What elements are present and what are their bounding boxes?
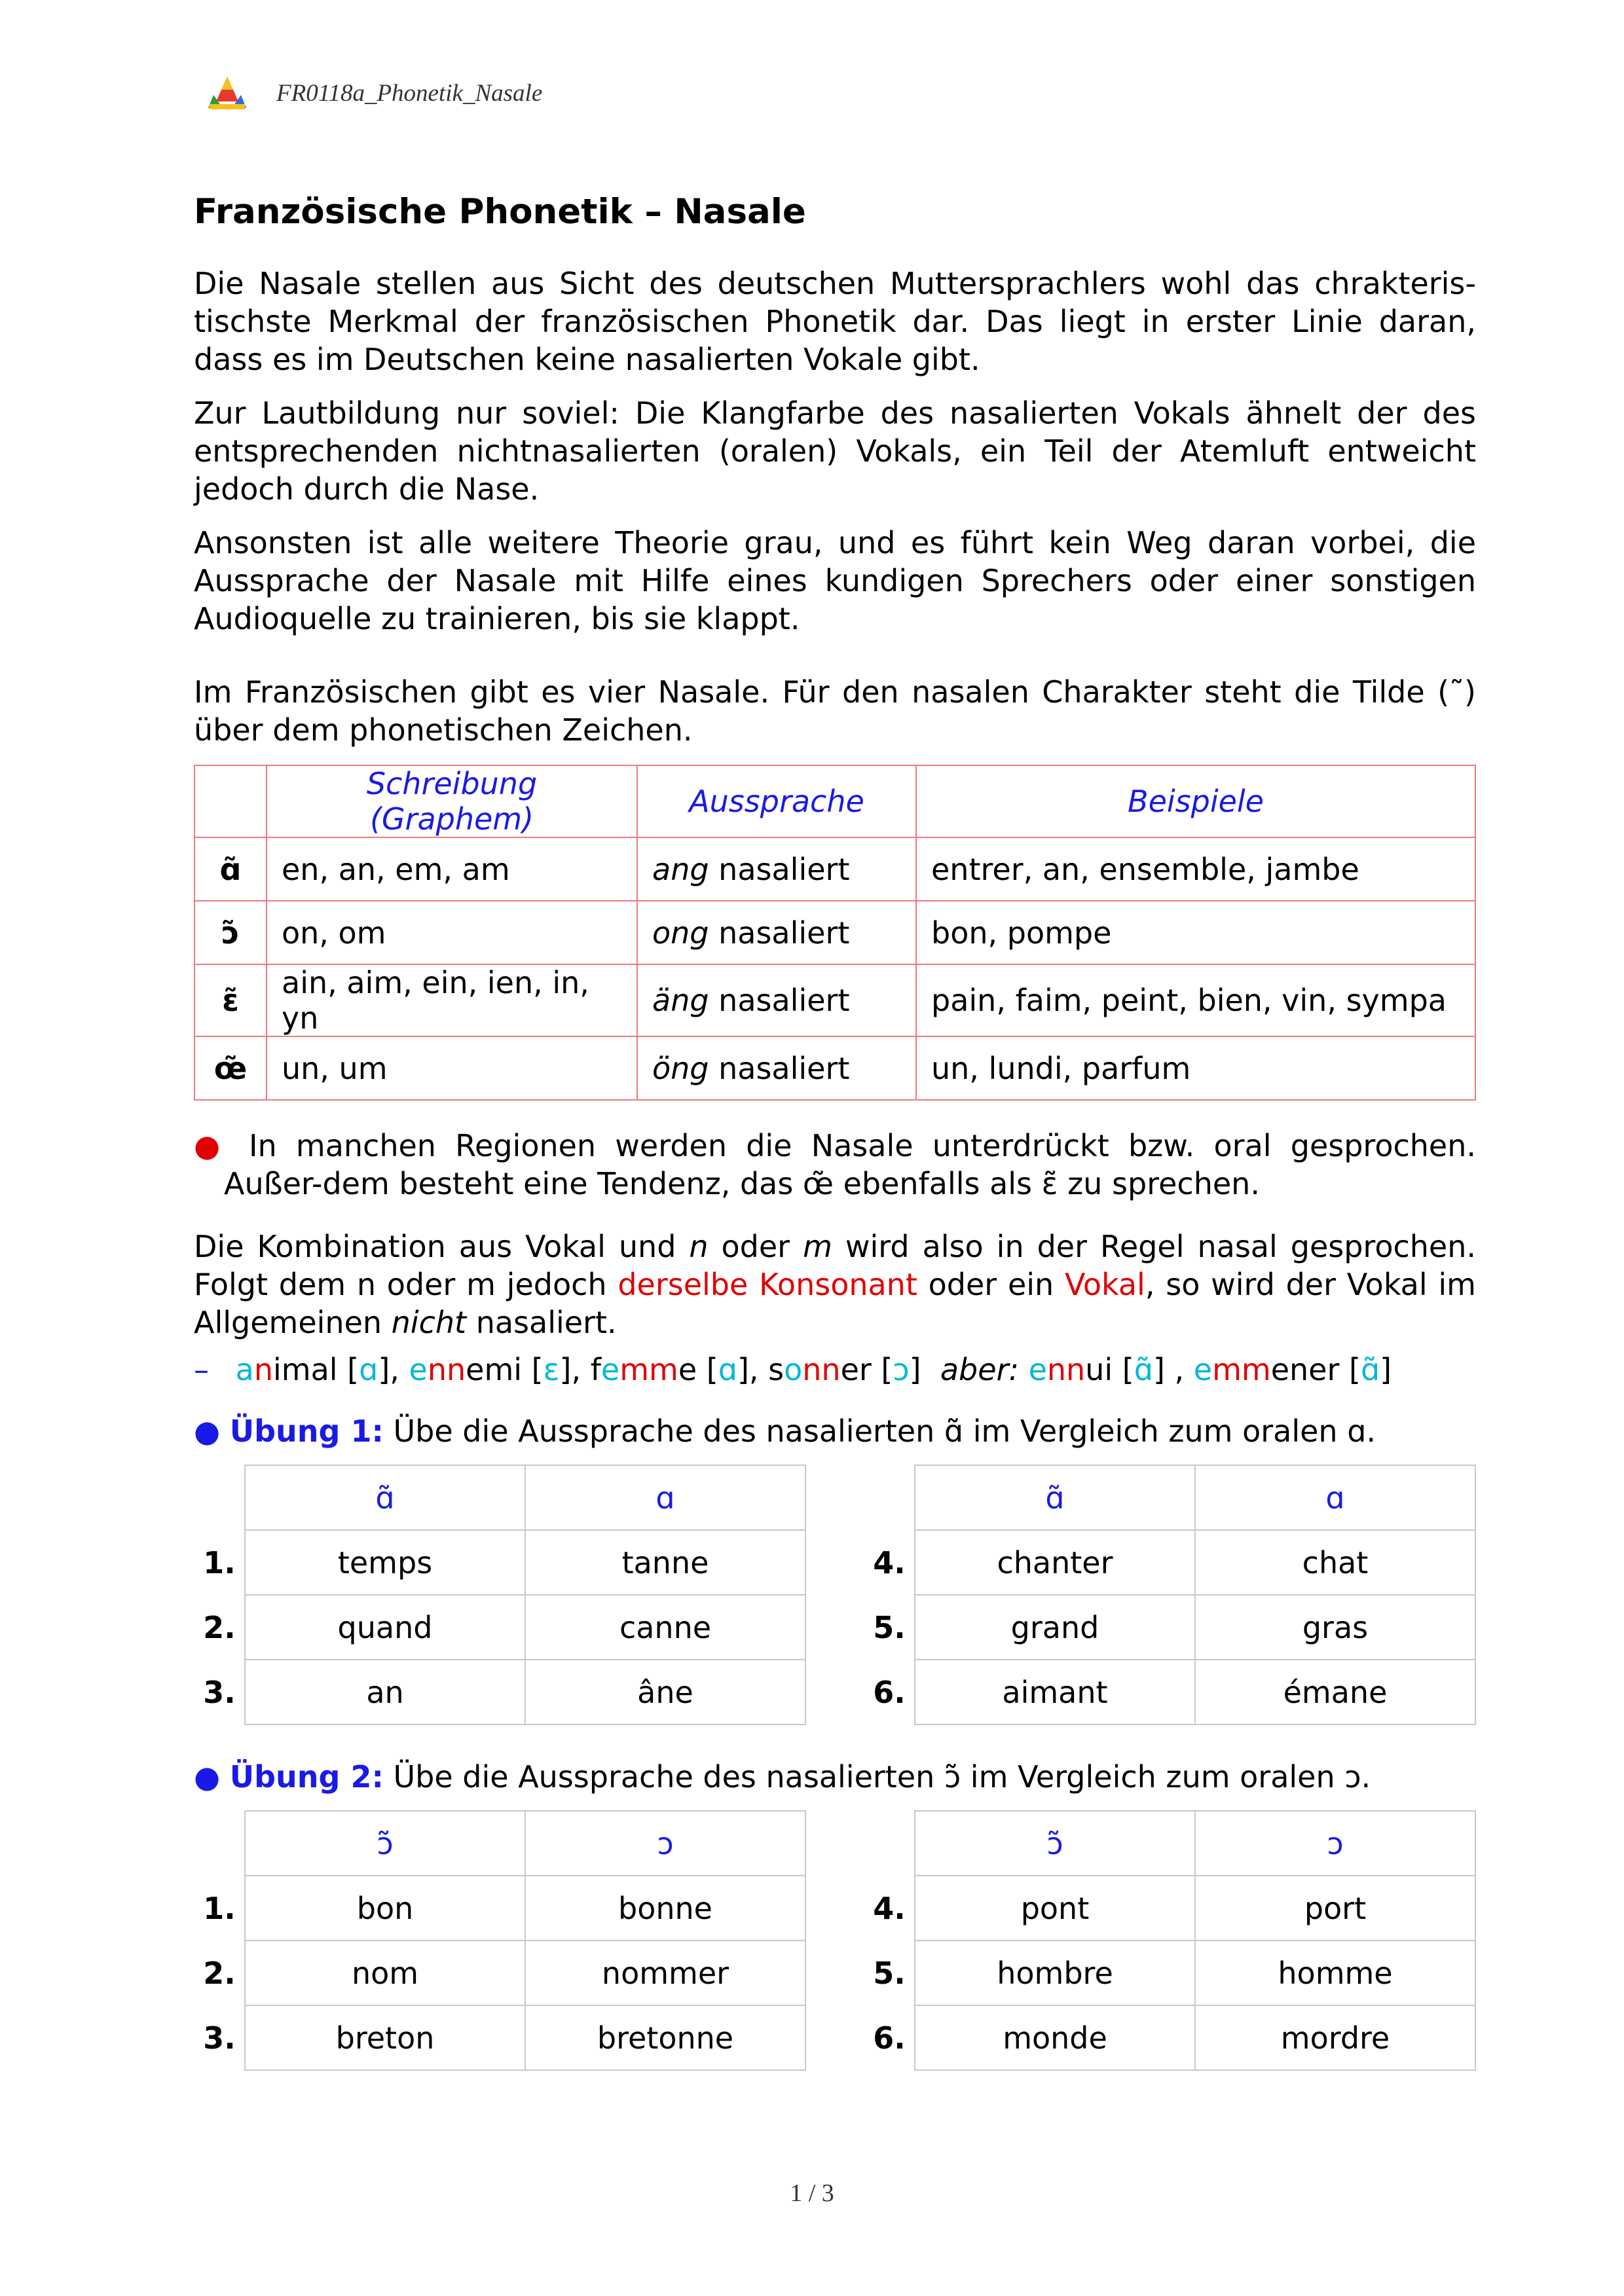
table-row: [864, 1595, 1475, 1660]
nasal-word: breton: [245, 2005, 525, 2070]
regional-note: [194, 1127, 1476, 1203]
row-number: 2.: [203, 1955, 236, 1991]
example-emmener: emmener [ɑ̃]: [1193, 1352, 1392, 1387]
row-number: 5.: [873, 1955, 906, 1991]
aussprache-text: nasaliert: [709, 983, 850, 1018]
exercise1-label: Übung 1:: [229, 1413, 384, 1449]
aussprache-italic: öng: [652, 1050, 709, 1086]
oral-word: bretonne: [525, 2005, 805, 2070]
exercise2-table-right: [864, 1810, 1476, 2071]
text-segment: oder ein: [917, 1267, 1065, 1302]
oral-word: nommer: [525, 1941, 805, 2005]
nasal-word: an: [245, 1660, 525, 1724]
row-number: 6.: [873, 1674, 906, 1710]
nasal-word: nom: [245, 1941, 525, 2005]
table-row: [194, 1660, 805, 1724]
oral-word: tanne: [525, 1530, 805, 1595]
highlight-vowel: Vokal: [1065, 1267, 1145, 1302]
table-row: [194, 2005, 805, 2070]
theory-paragraph: Ansonsten ist alle weitere Theorie grau, und es führt kein Weg daran vorbei, die Aussprache der Nasale mit Hilfe eines kundigen Sprechers oder einer sonstigen Audioquelle zu trainieren, bis sie klappt.: [194, 525, 1476, 636]
example-animal: animal [ɑ],: [235, 1352, 409, 1387]
table-row: [864, 1660, 1475, 1724]
table-header-row: [864, 1811, 1475, 1876]
combination-paragraph: [194, 1228, 1476, 1341]
example-femme: femme [ɑ],: [590, 1352, 769, 1387]
dash-icon: –: [194, 1352, 209, 1387]
document-body: [194, 186, 1476, 2104]
aussprache-italic: ang: [652, 851, 709, 887]
document-filename: FR0118a_Phonetik_Nasale: [276, 79, 543, 107]
oral-word: chat: [1195, 1530, 1475, 1595]
graphem-cell: un, um: [267, 1036, 637, 1100]
table-row: [194, 1530, 805, 1595]
nasal-word: temps: [245, 1530, 525, 1595]
table-row: [194, 1941, 805, 2005]
nasal-vowels-table: [194, 765, 1476, 1101]
logo-icon: [207, 75, 248, 111]
row-number: 1.: [203, 1890, 236, 1926]
text-segment: , so wird der Vokal im Allgemeinen: [194, 1267, 1476, 1340]
example-ennui: ennui [ɑ̃] ,: [1028, 1352, 1194, 1387]
table-row: [864, 2005, 1475, 2070]
text-segment: nasaliert.: [466, 1305, 617, 1340]
table-row: [194, 964, 1475, 1036]
aussprache-cell: [637, 837, 916, 901]
table-row: [864, 1941, 1475, 2005]
nasal-word: chanter: [915, 1530, 1195, 1595]
exercise1-instruction: Übe die Aussprache des nasalierten ɑ̃ im Vergleich zum oralen ɑ.: [383, 1413, 1376, 1449]
graphem-cell: on, om: [267, 901, 637, 964]
oral-word: canne: [525, 1595, 805, 1660]
row-number: 5.: [873, 1609, 906, 1645]
aussprache-text: nasaliert: [709, 915, 850, 951]
row-number: 3.: [203, 1674, 236, 1710]
table-header-row: [194, 1465, 805, 1530]
row-number: 3.: [203, 2020, 236, 2056]
page-header: [207, 73, 542, 113]
example-ennemi: ennemi [ɛ],: [409, 1352, 591, 1387]
exercise1-title: [194, 1412, 1476, 1450]
table-header-row: [194, 1811, 805, 1876]
table-row: [194, 1036, 1475, 1100]
intro-paragraph: Die Nasale stellen aus Sicht des deutschen Muttersprachlers wohl das chrakteris-tischste Merkmal der französischen Phonetik dar. Das liegt in erster Linie daran, dass es im Deutschen keine nasalierten Vokale gibt.: [194, 266, 1476, 377]
table-row: [194, 1595, 805, 1660]
aussprache-italic: äng: [652, 983, 709, 1018]
note-text: In manchen Regionen werden die Nasale unterdrückt bzw. oral gesprochen. Außer-dem besteht eine Tendenz, das œ̃ ebenfalls als ɛ̃ zu sprechen.: [224, 1128, 1476, 1201]
row-number: 2.: [203, 1609, 236, 1645]
nasal-word: monde: [915, 2005, 1195, 2070]
exercise2-title: [194, 1758, 1476, 1796]
head-oral: ɔ: [1195, 1811, 1475, 1876]
table-row: [194, 901, 1475, 964]
beispiele-cell: entrer, an, ensemble, jambe: [916, 837, 1475, 901]
bullet-icon: ●: [194, 1413, 221, 1449]
nasal-word: bon: [245, 1876, 525, 1941]
italic-n: n: [689, 1229, 709, 1264]
oral-word: gras: [1195, 1595, 1475, 1660]
nasal-word: quand: [245, 1595, 525, 1660]
nasal-symbol: ɛ̃: [194, 964, 267, 1036]
aussprache-text: nasaliert: [709, 1050, 850, 1086]
head-nasal: ɔ̃: [915, 1811, 1195, 1876]
exercise1-table-left: [194, 1465, 806, 1725]
beispiele-cell: un, lundi, parfum: [916, 1036, 1475, 1100]
aber-label: aber:: [940, 1352, 1019, 1387]
bullet-icon: ●: [194, 1759, 221, 1795]
aussprache-cell: [637, 964, 916, 1036]
highlight-same-consonant: derselbe Konsonant: [618, 1267, 917, 1302]
page-number: 1 / 3: [790, 2179, 834, 2207]
graphem-cell: ain, aim, ein, ien, in, yn: [267, 964, 637, 1036]
oral-word: âne: [525, 1660, 805, 1724]
exercise1-tables: [194, 1465, 1476, 1725]
oral-word: mordre: [1195, 2005, 1475, 2070]
exercise2-label: Übung 2:: [229, 1759, 384, 1795]
nasal-symbol: ɑ̃: [194, 837, 267, 901]
table-header-row: [864, 1465, 1475, 1530]
aussprache-text: nasaliert: [709, 851, 850, 887]
table-row: [864, 1876, 1475, 1941]
head-nasal: ɑ̃: [245, 1465, 525, 1530]
row-number: 1.: [203, 1544, 236, 1580]
beispiele-cell: bon, pompe: [916, 901, 1475, 964]
table-header-row: [194, 765, 1475, 837]
text-segment: oder: [708, 1229, 803, 1264]
page-title: Französische Phonetik – Nasale: [194, 192, 806, 232]
table-row: [194, 1876, 805, 1941]
aussprache-cell: [637, 901, 916, 964]
oral-word: émane: [1195, 1660, 1475, 1724]
table-row: [864, 1530, 1475, 1595]
header-beispiele: Beispiele: [916, 765, 1475, 837]
header-graphem: Schreibung (Graphem): [267, 765, 637, 837]
exercise2-table-left: [194, 1810, 806, 2071]
header-aussprache: Aussprache: [637, 765, 916, 837]
head-oral: ɔ: [525, 1811, 805, 1876]
head-nasal: ɔ̃: [245, 1811, 525, 1876]
oral-word: bonne: [525, 1876, 805, 1941]
head-oral: ɑ: [1195, 1465, 1475, 1530]
oral-word: homme: [1195, 1941, 1475, 2005]
italic-nicht: nicht: [391, 1305, 467, 1340]
graphem-cell: en, an, em, am: [267, 837, 637, 901]
nasal-word: hombre: [915, 1941, 1195, 2005]
exercise1-table-right: [864, 1465, 1476, 1725]
four-nasals-paragraph: Im Französischen gibt es vier Nasale. Für den nasalen Charakter steht die Tilde (˜) über dem phonetischen Zeichen.: [194, 674, 1476, 748]
row-number: 4.: [873, 1544, 906, 1580]
example-sonner: sonner [ɔ]: [768, 1352, 921, 1387]
beispiele-cell: pain, faim, peint, bien, vin, sympa: [916, 964, 1475, 1036]
row-number: 6.: [873, 2020, 906, 2056]
nasal-symbol: ɔ̃: [194, 901, 267, 964]
exercise2-instruction: Übe die Aussprache des nasalierten ɔ̃ im Vergleich zum oralen ɔ.: [383, 1759, 1371, 1795]
nasal-word: grand: [915, 1595, 1195, 1660]
oral-word: port: [1195, 1876, 1475, 1941]
sound-formation-paragraph: Zur Lautbildung nur soviel: Die Klangfarbe des nasalierten Vokals ähnelt der des entsprechenden nichtnasalierten (oralen) Vokals, ein Teil der Atemluft entweicht jedoch durch die Nase.: [194, 395, 1476, 507]
text-segment: wird also in der Regel nasal gesprochen. Folgt dem n oder m jedoch: [194, 1229, 1476, 1302]
aussprache-italic: ong: [652, 915, 709, 951]
row-number: 4.: [873, 1890, 906, 1926]
head-oral: ɑ: [525, 1465, 805, 1530]
nasal-word: aimant: [915, 1660, 1195, 1724]
head-nasal: ɑ̃: [915, 1465, 1195, 1530]
aussprache-cell: [637, 1036, 916, 1100]
bullet-icon: ●: [194, 1128, 230, 1163]
text-segment: Die Kombination aus Vokal und: [194, 1229, 690, 1264]
exercise2-tables: [194, 1810, 1476, 2071]
nasal-word: pont: [915, 1876, 1195, 1941]
examples-line: [194, 1351, 1476, 1389]
table-row: [194, 837, 1475, 901]
header-empty: [194, 765, 267, 837]
italic-m: m: [803, 1229, 832, 1264]
nasal-symbol: œ̃: [194, 1036, 267, 1100]
